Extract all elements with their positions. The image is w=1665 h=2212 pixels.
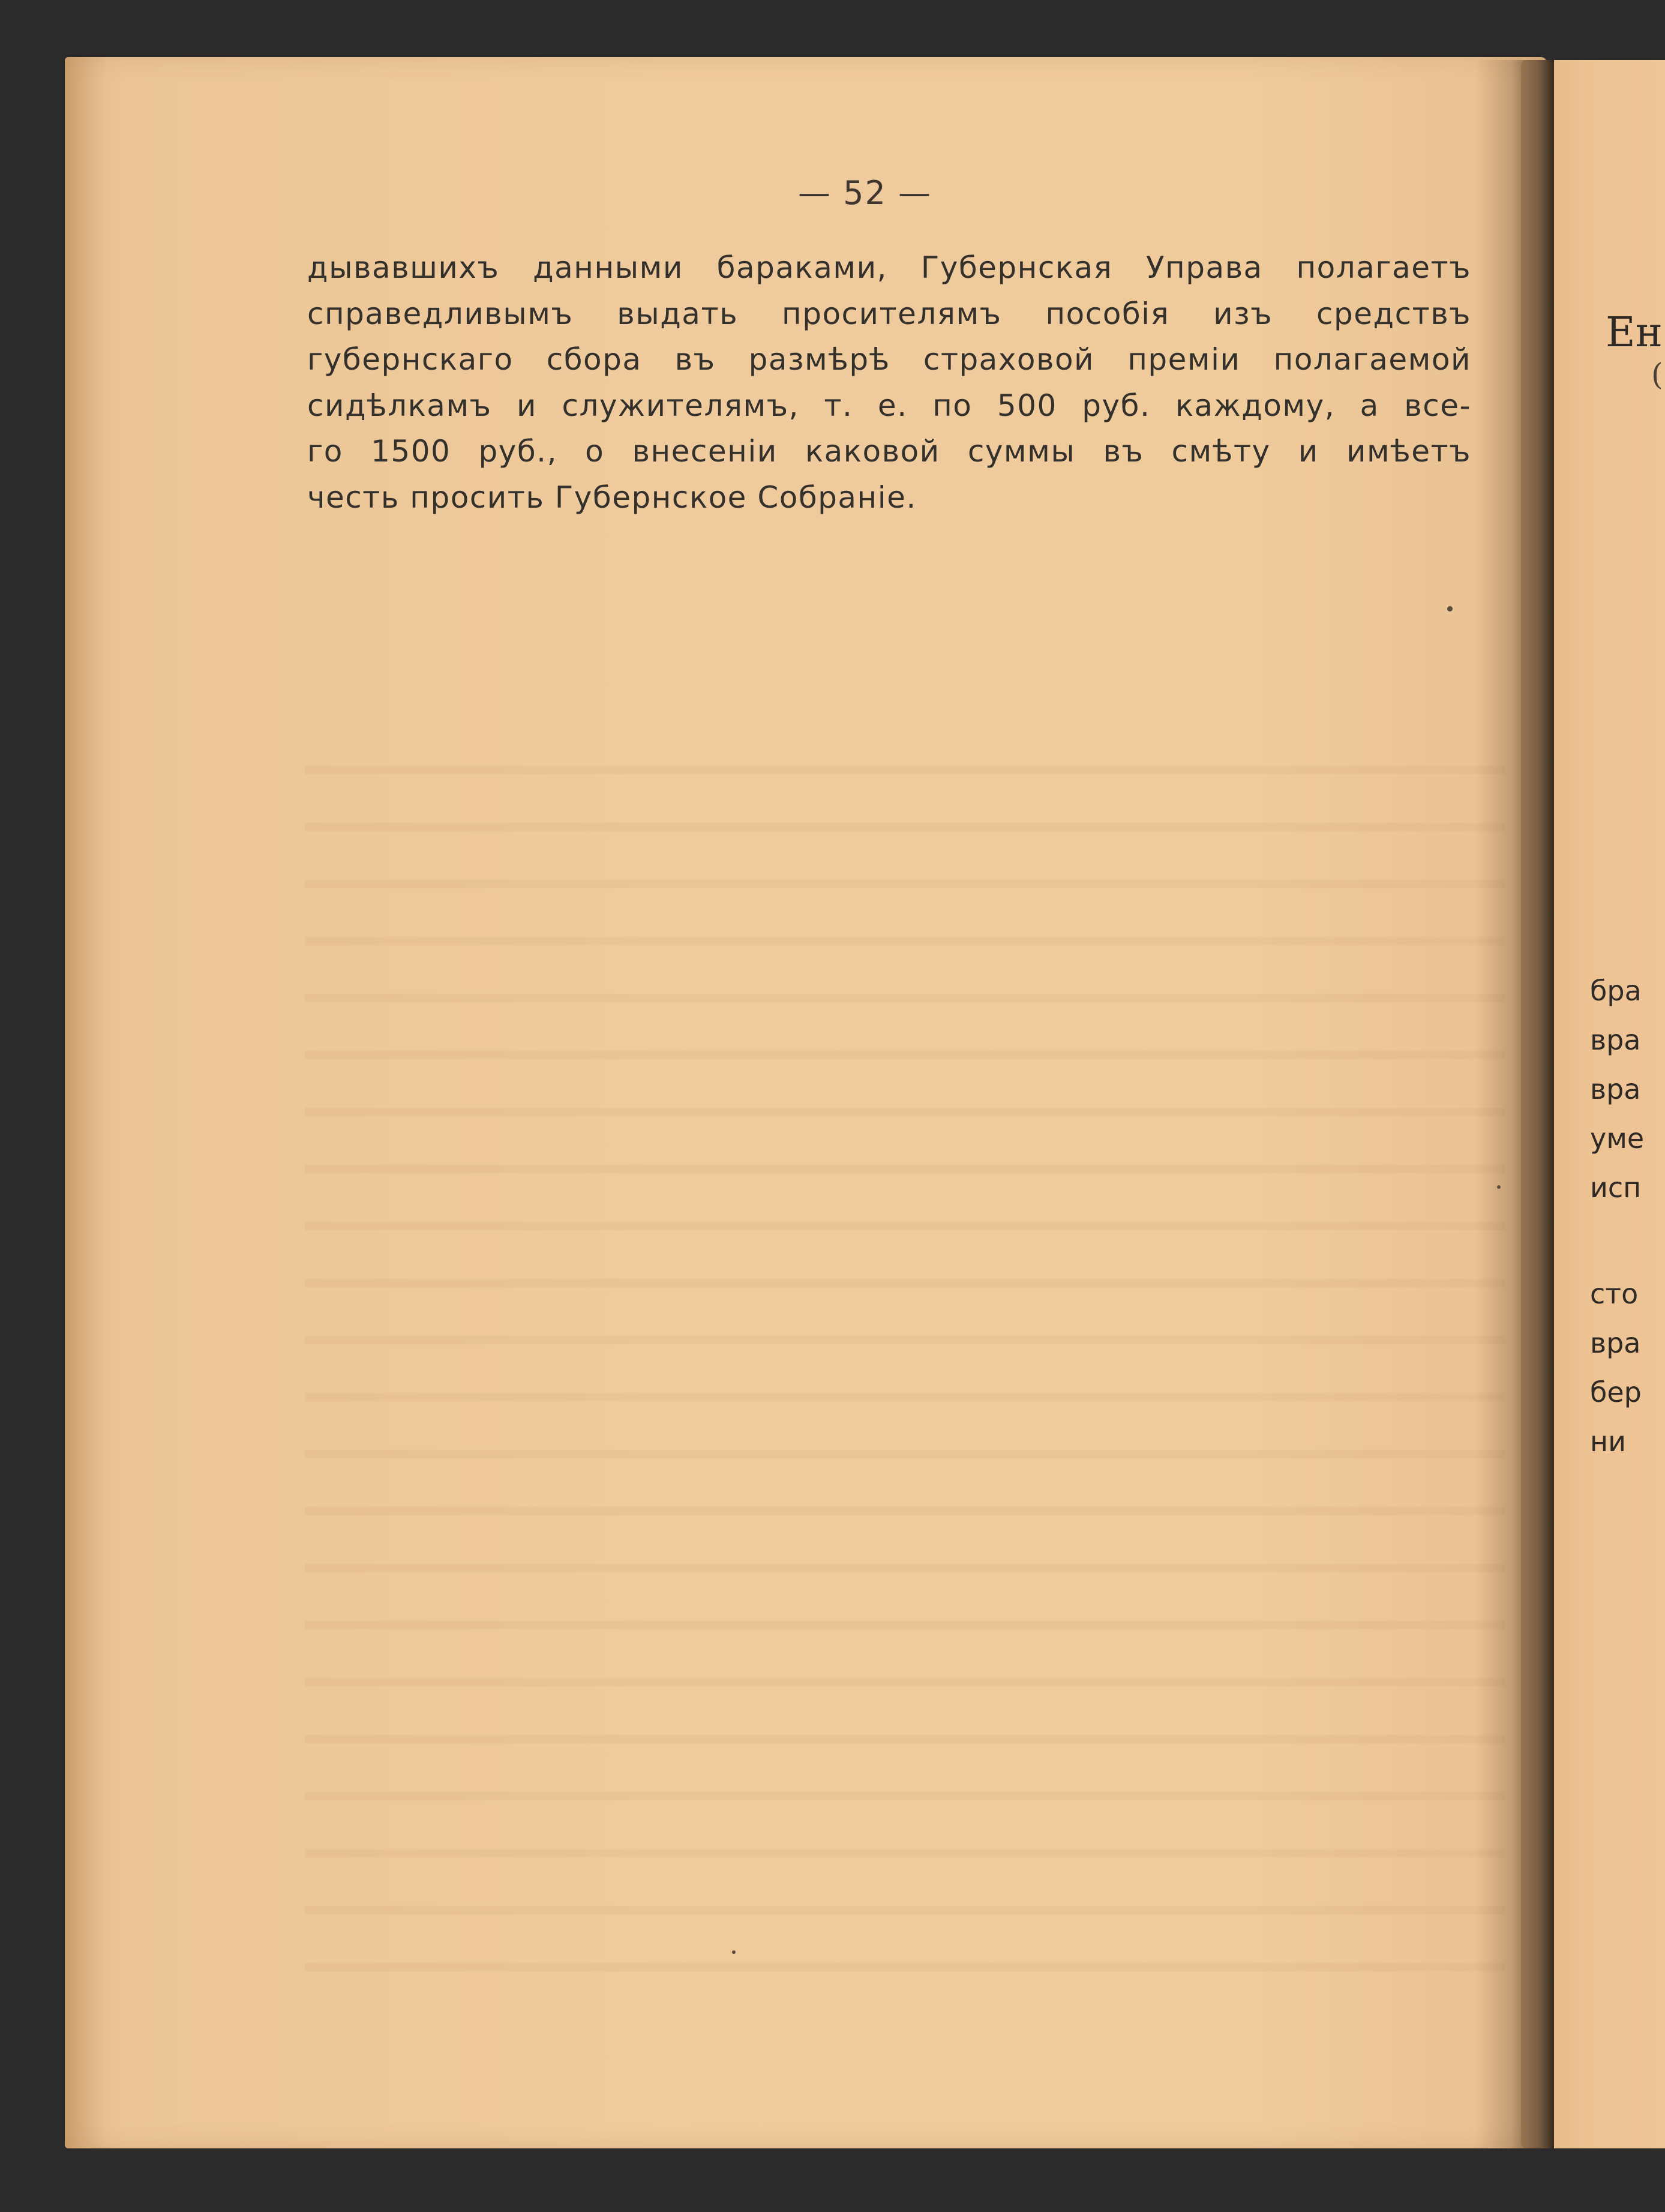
paper-speck — [732, 1950, 736, 1954]
text-fragment: вра — [1590, 1024, 1641, 1056]
text-fragment: вра — [1590, 1327, 1641, 1359]
page-number: — 52 — — [798, 174, 932, 212]
text-fragment: вра — [1590, 1073, 1641, 1105]
text-line: го 1500 руб., о внесеніи каковой суммы въ смѣту и имѣетъ — [307, 434, 1471, 469]
text-fragment: уме — [1590, 1122, 1645, 1155]
bleed-through-texture — [305, 729, 1505, 1989]
paper-speck — [1497, 1185, 1501, 1189]
text-fragment: ни — [1590, 1425, 1626, 1458]
text-fragment: исп — [1590, 1171, 1642, 1204]
text-line: честь просить Губернское Собраніе. — [307, 479, 917, 515]
body-paragraph — [307, 245, 1471, 520]
gutter-shadow — [1476, 60, 1554, 2148]
right-page-text-fragments — [1590, 966, 1644, 1466]
paper-speck — [1447, 606, 1453, 612]
text-line: дывавшихъ данными бараками, Губернская Управа полагаетъ — [307, 250, 1471, 285]
spacer — [1590, 1212, 1644, 1269]
text-line: справедливымъ выдать просителямъ пособія изъ средствъ — [307, 296, 1471, 331]
right-page-mark: ( — [1651, 357, 1663, 392]
text-line: сидѣлкамъ и служителямъ, т. е. по 500 руб. каждому, а все- — [307, 388, 1471, 423]
text-fragment: бра — [1590, 975, 1642, 1007]
text-fragment: бер — [1590, 1376, 1642, 1408]
text-line: губернскаго сбора въ размѣрѣ страховой преміи полагаемой — [307, 342, 1471, 377]
right-page-heading-fragment: Ен — [1606, 309, 1663, 356]
text-fragment: сто — [1590, 1278, 1639, 1310]
